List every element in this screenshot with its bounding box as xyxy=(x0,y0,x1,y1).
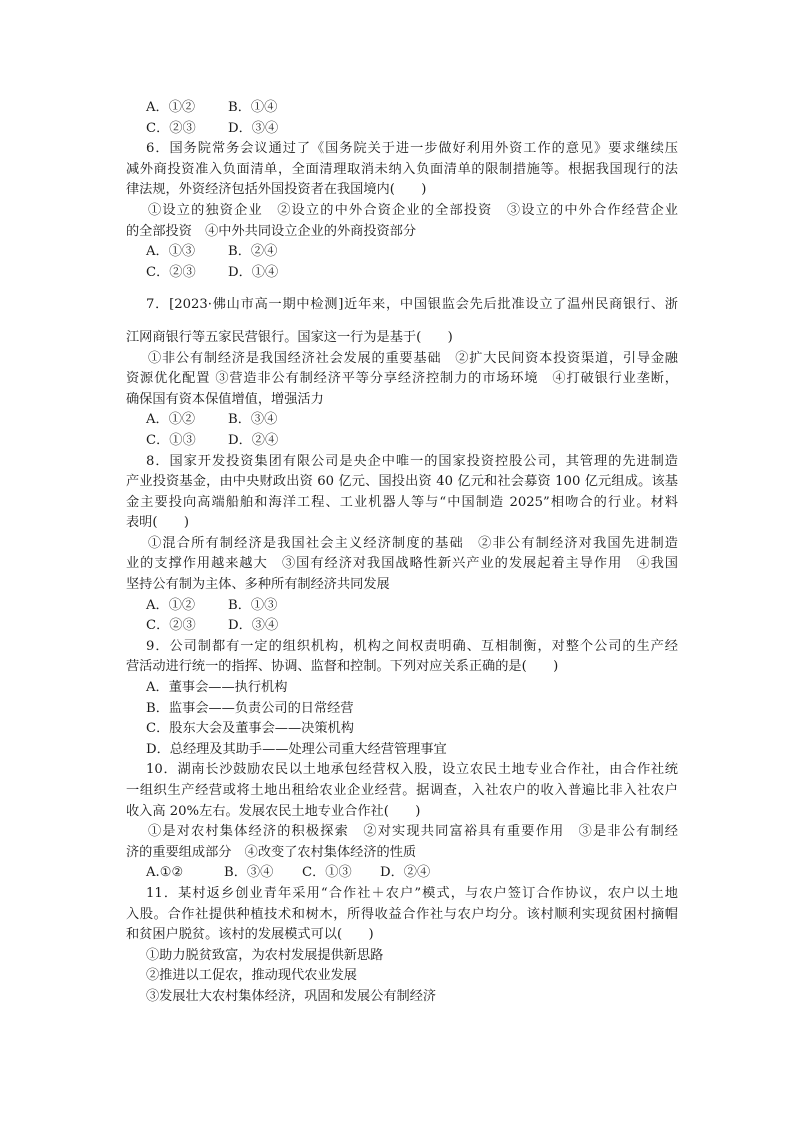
q8-stem-line-3: 金主要投向高端船舶和海洋工程、工业机器人等与“中国制造 2025”相吻合的行业。材料 xyxy=(126,494,678,510)
q10-statement-line-2: 济的重要组成部分 ④改变了农村集体经济的性质 xyxy=(126,844,417,860)
q10-option-b: B．③④ xyxy=(224,865,274,881)
q8-option-b: B．①③ xyxy=(228,597,278,613)
q6-option-c: C．②③ xyxy=(146,264,196,280)
question-9 xyxy=(126,637,678,761)
q6-options-row-1 xyxy=(126,242,678,263)
q8-option-c: C．②③ xyxy=(146,618,196,634)
question-7 xyxy=(126,295,678,451)
q8-stem-line-2: 产业投资基金，由中央财政出资 60 亿元、国投出资 40 亿元和社会募资 100 亿元组成。该基 xyxy=(126,474,678,490)
q9-stem-line-1: 9．公司制都有一定的组织机构，机构之间权责明确、互相制衡，对整个公司的生产经 xyxy=(146,638,678,654)
q6-statement-line-2: 的全部投资 ④中外共同设立企业的外商投资部分 xyxy=(126,223,417,239)
q6-option-b: B．②④ xyxy=(228,244,278,260)
q10-option-c: C．①③ xyxy=(302,865,352,881)
q8-stem-line-1: 8．国家开发投资集团有限公司是央企中唯一的国家投资控股公司，其管理的先进制造 xyxy=(146,453,678,469)
q7-options-row-1 xyxy=(126,410,678,431)
q5-option-c: C．②③ xyxy=(146,120,196,136)
q6-stem-line-2: 减外商投资准入负面清单，全面清理取消未纳入负面清单的限制措施等。根据我国现行的法 xyxy=(126,161,678,177)
q5-option-a: A．①② xyxy=(146,100,196,115)
q6-stem-line-1: 6．国务院常务会议通过了《国务院关于进一步做好利用外资工作的意见》要求继续压 xyxy=(146,141,678,157)
question-11 xyxy=(126,884,678,1008)
q8-statement-line-2: 业的支撑作用越来越大 ③国有经济对我国战略性新兴产业的发展起着主导作用 ④我国 xyxy=(126,556,678,572)
q9-option-a: A．董事会——执行机构 xyxy=(146,680,288,696)
q8-statement-line-1: ①混合所有制经济是我国社会主义经济制度的基础 ②非公有制经济对我国先进制造 xyxy=(148,535,678,551)
question-8 xyxy=(126,452,678,637)
q7-option-a: A．①② xyxy=(146,412,196,428)
question-6 xyxy=(126,139,678,283)
q11-stem-line-3: 和贫困户脱贫。该村的发展模式可以( ) xyxy=(126,927,374,943)
q7-statement-line-2: 资源优化配置 ③营造非公有制经济平等分享经济控制力的市场环境 ④打破银行业垄断， xyxy=(126,371,678,387)
q9-option-c: C．股东大会及董事会——决策机构 xyxy=(146,721,354,737)
spacer xyxy=(126,283,678,295)
q7-statement-line-3: 确保国有资本保值增值，增强活力 xyxy=(126,391,324,407)
q6-option-d: D．①④ xyxy=(228,264,279,280)
q8-stem-line-4: 表明( ) xyxy=(126,515,190,531)
q6-statement-line-1: ①设立的独资企业 ②设立的中外合资企业的全部投资 ③设立的中外合作经营企业 xyxy=(148,202,678,218)
q5-option-b: B．①④ xyxy=(228,100,278,115)
q6-option-a: A．①③ xyxy=(146,244,196,260)
q10-statement-line-1: ①是对农村集体经济的积极探索 ②对实现共同富裕具有重要作用 ③是非公有制经 xyxy=(148,824,678,840)
q5-options-row-2 xyxy=(126,119,678,140)
q8-options-row-1 xyxy=(126,596,678,617)
q10-stem-line-3: 收入高 20%左右。发展农民土地专业合作社( ) xyxy=(126,803,421,819)
q7-option-b: B．③④ xyxy=(228,412,278,428)
q7-stem-line-1: 7．[2023·佛山市高一期中检测]近年来，中国银监会先后批准设立了温州民商银行、浙 xyxy=(146,297,678,313)
q7-stem-line-2: 江网商银行等五家民营银行。国家这一行为是基于( ) xyxy=(126,329,453,345)
q10-stem-line-2: 一组织生产经营或将土地出租给农业企业经营。据调查，入社农户的收入普遍比非入社农户 xyxy=(126,783,678,798)
q6-stem-line-3: 律法规，外资经济包括外国投资者在我国境内( ) xyxy=(126,182,427,198)
q5-option-d: D．③④ xyxy=(228,120,279,136)
q7-option-d: D．②④ xyxy=(228,432,279,448)
q9-stem-line-2: 营活动进行统一的指挥、协调、监督和控制。下列对应关系正确的是( ) xyxy=(126,659,559,675)
q7-statement-line-1: ①非公有制经济是我国经济社会发展的重要基础 ②扩大民间资本投资渠道，引导金融 xyxy=(148,350,678,366)
q6-options-row-2 xyxy=(126,263,678,284)
q10-option-d: D．②④ xyxy=(380,865,431,881)
q11-stem-line-2: 入股。合作社提供种植技术和树木，所得收益合作社与农户均分。该村顺利实现贫困村摘帽 xyxy=(126,906,678,922)
q8-options-row-2 xyxy=(126,616,678,637)
q9-option-b: B．监事会——负责公司的日常经营 xyxy=(146,700,354,716)
q10-stem-line-1: 10．湖南长沙鼓励农民以土地承包经营权入股，设立农民土地专业合作社，由合作社统 xyxy=(146,762,678,778)
q7-option-c: C．①③ xyxy=(146,432,196,448)
q8-statement-line-3: 坚持公有制为主体、多种所有制经济共同发展 xyxy=(126,577,390,593)
q11-statement-3: ③发展壮大农村集体经济，巩固和发展公有制经济 xyxy=(146,988,437,1004)
exam-page xyxy=(126,98,678,1008)
question-10 xyxy=(126,760,678,884)
q11-stem-line-1: 11．某村返乡创业青年采用“合作社＋农户”模式，与农户签订合作协议，农户以土地 xyxy=(146,885,678,901)
q11-statement-1: ①助力脱贫致富，为农村发展提供新思路 xyxy=(146,947,384,963)
q11-statement-2: ②推进以工促农，推动现代农业发展 xyxy=(146,968,357,984)
q8-option-a: A．①② xyxy=(146,597,196,613)
q9-option-d: D．总经理及其助手——处理公司重大经营管理事宜 xyxy=(146,741,447,757)
q8-option-d: D．③④ xyxy=(228,618,279,634)
q10-options-row xyxy=(126,863,678,884)
q10-option-a: A.①② xyxy=(146,865,184,881)
q5-options-row-1 xyxy=(126,98,678,119)
spacer xyxy=(126,316,678,328)
q7-options-row-2 xyxy=(126,431,678,452)
